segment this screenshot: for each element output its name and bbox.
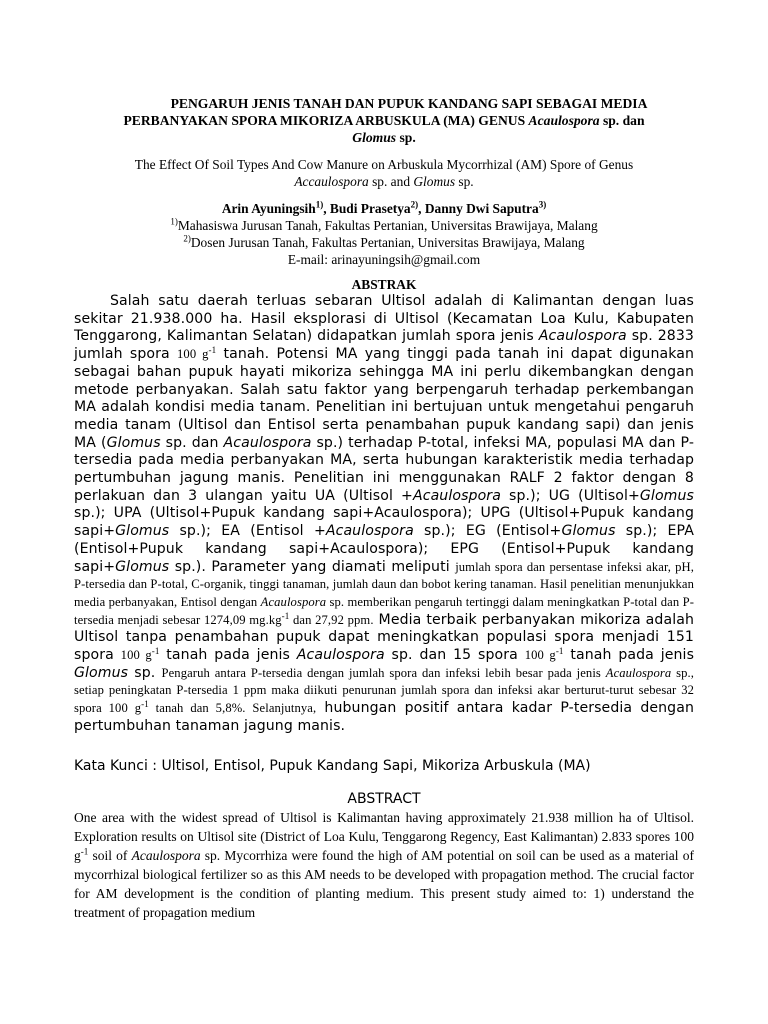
abstrak-genus: Acaulospora <box>296 647 385 664</box>
abstrak-genus: Glomus <box>115 558 170 575</box>
unit-value: 100 g <box>177 347 209 362</box>
abstrak-text: sp.). Parameter yang diamati meliputi <box>169 558 456 575</box>
abstrak-text: sp. memberikan pengaruh tertinggi dalam meningkatkan P-total dan P-tersedia menjadi sebesar 1274,09 mg.kg <box>74 594 694 627</box>
english-title-genus: Accaulospora <box>294 174 369 189</box>
author-sup: 3) <box>538 199 547 210</box>
abstrak-genus: Acaulospora <box>412 487 501 504</box>
title-text: sp. dan <box>599 113 645 128</box>
affiliation-text: Dosen Jurusan Tanah, Fakultas Pertanian, Universitas Brawijaya, Malang <box>190 235 585 250</box>
abstrak-text: sp.); EA (Entisol + <box>169 523 326 540</box>
unit-sup: -1 <box>208 344 217 355</box>
abstrak-genus: Glomus <box>74 664 129 681</box>
title-text: PERBANYAKAN SPORA MIKORIZA ARBUSKULA (MA) GENUS <box>123 113 529 128</box>
abstract-text: One area with the widest spread of Ultisol is Kalimantan having approximately 21.938 million ha of Ultisol. Exploration results on Ultisol site (District of Loa Kulu, Tenggarong Regency, East Kalimantan) 2.833 spores 100 g <box>74 809 694 863</box>
unit-text <box>177 344 217 362</box>
abstrak-genus: Acaulospora <box>325 523 414 540</box>
english-title-text: sp. <box>455 174 474 189</box>
unit-text <box>120 645 160 663</box>
author-list <box>74 200 694 217</box>
paper-title <box>74 95 694 146</box>
title-line-3 <box>352 130 415 145</box>
abstract-heading: ABSTRACT <box>347 790 421 807</box>
english-title-genus: Glomus <box>413 174 456 189</box>
abstrak-text: sp., setiap peningkatan P-tersedia 1 ppm maka diikuti penurunan jumlah spora dan infeksi akar berturut-turut sebesar 32 spora 100 g <box>74 665 694 716</box>
abstrak-genus: Glomus <box>106 434 161 451</box>
abstrak-text: hubungan positif antara kadar P-tersedia dengan pertumbuhan tanaman jagung manis. <box>74 700 694 734</box>
author-name: , Budi Prasetya <box>323 201 411 216</box>
abstrak-genus: Glomus <box>639 487 694 504</box>
abstract-body <box>74 808 694 922</box>
unit-value: 100 g <box>120 648 152 663</box>
unit-value: 100 g <box>524 648 556 663</box>
author-name: , Danny Dwi Saputra <box>418 201 539 216</box>
abstrak-text: Pengaruh antara P-tersedia dengan jumlah spora dan infeksi lebih besar pada jenis <box>161 665 606 680</box>
paper-page <box>74 95 694 922</box>
abstract-text: sp. Mycorrhiza were found the high of AM potential on soil can be used as a material of mycorrhizal biological fertilizer so as this AM needs to be developed with propagation method. The crucial factor for AM development is the condition of planting medium. This present study aimed to: 1) understand the treatment of propagation medium <box>74 847 694 920</box>
abstrak-text: sp.); EG (Entisol+ <box>413 523 562 540</box>
abstrak-genus: Glomus <box>561 523 616 540</box>
abstrak-body <box>74 293 694 736</box>
abstrak-text: tanah. Potensi MA yang tinggi pada tanah ini dapat digunakan sebagai bahan pupuk hayati mikoriza sehingga MA ini perlu dikembangkan dengan metode perbanyakan. Salah satu faktor yang berpengaruh terhadap perkembangan MA adalah kondisi media tanam. Penelitian ini bertujuan untuk mengetahui pengaruh media tanam (Ultisol dan Entisol serta penambahan pupuk kandang sapi) dan jenis MA ( <box>74 346 694 451</box>
abstrak-text: sp. <box>128 664 162 681</box>
unit-sup: -1 <box>80 846 89 857</box>
english-title-text: sp. and <box>368 174 414 189</box>
abstrak-text: Media terbaik perbanyakan mikoriza adalah Ultisol tanpa penambahan pupuk dapat meningkatkan populasi spora menjadi 151 spora <box>74 611 694 664</box>
english-title <box>74 156 694 190</box>
abstrak-genus: Acaulospora <box>605 665 672 680</box>
title-line-2 <box>123 113 644 128</box>
title-genus: Glomus <box>352 130 397 145</box>
abstrak-text: sp.); EPA (Entisol+Pupuk kandang sapi+Acaulospora); EPG (Entisol+Pupuk kandang sapi+ <box>74 523 694 575</box>
unit-sup: -1 <box>141 698 149 709</box>
author-sup: 2) <box>410 199 419 210</box>
author-name: Arin Ayuningsih <box>221 201 316 216</box>
abstrak-text: sp.) terhadap P-total, infeksi MA, populasi MA dan P-tersedia pada media perbanyakan MA, serta hubungan karakteristik media terhadap pertumbuhan jagung manis. Penelitian ini menggunakan RALF 2 faktor dengan 8 perlakuan dan 3 ulangan yaitu UA (Ultisol + <box>74 434 695 504</box>
abstrak-text: tanah pada jenis <box>159 647 297 664</box>
affiliation-2 <box>74 234 694 251</box>
english-title-line-1: The Effect Of Soil Types And Cow Manure on Arbuskula Mycorrhizal (AM) Spore of Genus <box>134 157 634 172</box>
author-email: E-mail: arinayuningsih@gmail.com <box>287 252 481 267</box>
title-text: sp. <box>396 130 416 145</box>
title-line-1: PENGARUH JENIS TANAH DAN PUPUK KANDANG SAPI SEBAGAI MEDIA <box>170 96 648 111</box>
affiliation-text: Mahasiswa Jurusan Tanah, Fakultas Pertanian, Universitas Brawijaya, Malang <box>177 218 598 233</box>
abstrak-text: tanah pada jenis <box>563 647 695 664</box>
abstrak-text: tanah dan 5,8%. Selanjutnya, <box>148 701 317 716</box>
unit-sup: -1 <box>151 645 160 656</box>
keywords: Kata Kunci : Ultisol, Entisol, Pupuk Kandang Sapi, Mikoriza Arbuskula (MA) <box>74 757 591 774</box>
abstrak-text: sp. dan 15 spora <box>384 647 525 664</box>
title-genus: Acaulospora <box>528 113 600 128</box>
abstrak-text: sp.); UPA (Ultisol+Pupuk kandang sapi+Acaulospora); UPG (Ultisol+Pupuk kandang sapi+ <box>74 505 694 540</box>
unit-sup: -1 <box>555 645 564 656</box>
unit-sup: -1 <box>281 610 290 621</box>
abstrak-text: Salah satu daerah terluas sebaran Ultisol adalah di Kalimantan dengan luas sekitar 21.938.000 ha. Hasil eksplorasi di Ultisol (Kecamatan Loa Kulu, Kabupaten Tenggarong, Kalimantan Selatan) didapatkan jumlah spora jenis <box>74 293 694 345</box>
abstrak-text: sp. 2833 jumlah spora <box>74 328 694 363</box>
affiliation-1 <box>74 217 694 234</box>
abstrak-genus: Acaulospora <box>223 434 312 451</box>
unit-text <box>524 645 564 663</box>
abstrak-genus: Acaulospora <box>260 594 327 609</box>
abstrak-genus: Acaulospora <box>538 328 627 345</box>
affiliation-sup: 2) <box>183 233 191 244</box>
author-sup: 1) <box>315 199 324 210</box>
abstract-genus: Acaulospora <box>131 847 201 863</box>
abstrak-text: sp. dan <box>160 434 224 451</box>
abstrak-text: jumlah spora dan persentase infeksi akar, pH, P-tersedia dan P-total, C-organik, tinggi tanaman, jumlah daun dan bobot kering tanaman. Hasil penelitian menunjukkan media perbanyakan, Entisol dengan <box>74 559 694 609</box>
abstrak-text: dan 27,92 ppm. <box>289 612 374 627</box>
abstract-text: soil of <box>88 847 132 863</box>
abstrak-genus: Glomus <box>115 523 170 540</box>
abstrak-heading: ABSTRAK <box>351 277 417 292</box>
affiliation-sup: 1) <box>170 216 178 227</box>
abstrak-text: sp.); UG (Ultisol+ <box>500 487 640 504</box>
